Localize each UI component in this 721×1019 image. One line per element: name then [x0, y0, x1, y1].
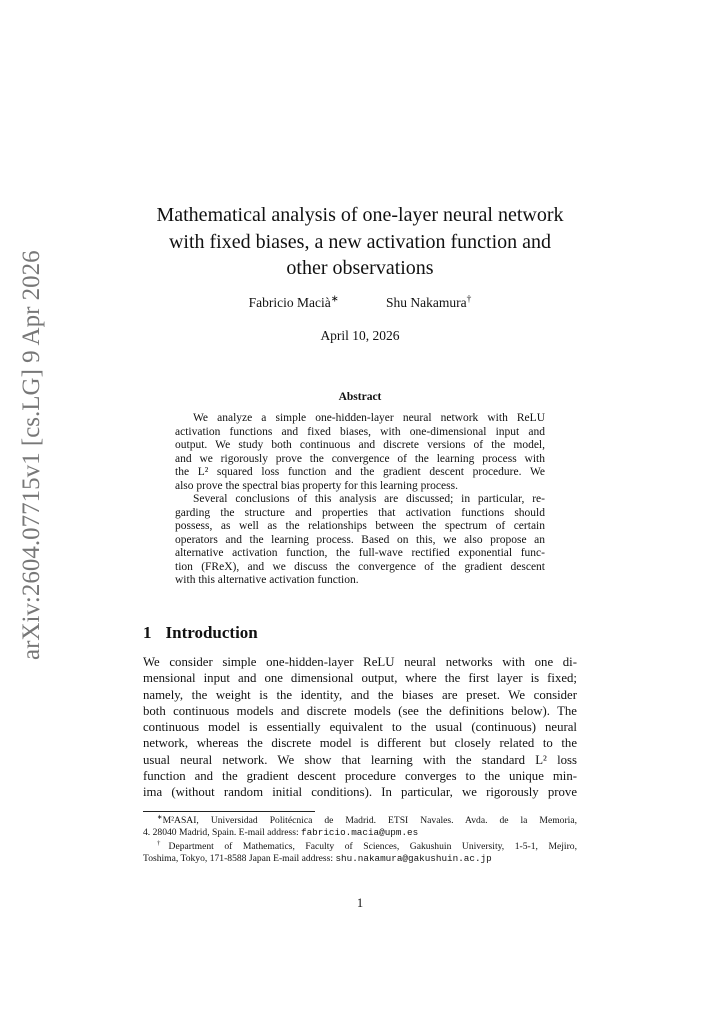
footnote-mark[interactable]: ∗ — [330, 294, 339, 305]
abstract-line: and we rigorously prove the convergence of the learning process with — [175, 452, 545, 465]
abstract-line: alternative activation function, the full-wave rectified exponential func- — [175, 547, 545, 559]
abstract-line: Several conclusions of this analysis are discussed; in particular, re- — [193, 493, 545, 505]
footnote-line — [143, 815, 577, 827]
title-line: Mathematical analysis of one-layer neural network — [156, 204, 564, 226]
author-name: Fabricio Macià — [248, 295, 331, 310]
body-line: network, whereas the discrete model is different but closely related to the — [143, 736, 577, 751]
footnote-nakamura — [143, 841, 577, 865]
intro-paragraph — [143, 654, 577, 801]
title-line: with fixed biases, a new activation function and — [168, 230, 552, 253]
footnote-line — [143, 841, 577, 853]
section-heading-introduction — [143, 623, 258, 643]
footnote-mark: † — [157, 839, 169, 847]
footnote-address: Toshima, Tokyo, 171-8588 Japan E-mail address: — [143, 853, 336, 865]
body-line: ima (without random initial conditions). In particular, we rigorously prove — [143, 785, 577, 800]
abstract-paragraph-2 — [175, 493, 545, 588]
footnote-rule — [143, 811, 315, 812]
title-line: other observations — [286, 257, 434, 279]
footnote-line — [143, 853, 577, 865]
author-list — [120, 295, 600, 311]
body-line: namely, the weight is the identity, and the biases are preset. We consider — [143, 687, 577, 702]
body-line: continuous model is essentially equivalent to the usual (continuous) neural — [143, 720, 577, 735]
body-line: mensional input and one dimensional output, where the first layer is fixed; — [143, 671, 577, 686]
abstract-line: with this alternative activation function. — [175, 574, 359, 586]
paper-title — [120, 202, 600, 282]
abstract-line: We analyze a simple one-hidden-layer neural network with ReLU — [193, 412, 545, 424]
footnote-affiliation: Department of Mathematics, Faculty of Sciences, Gakushuin University, 1-5-1, Mejiro, — [168, 841, 577, 852]
arxiv-identifier: arXiv:2604.07715v1 [cs.LG] 9 Apr 2026 — [18, 250, 45, 660]
footnote-line — [143, 827, 577, 839]
abstract-line: garding the structure and properties that activation functions should — [175, 506, 545, 519]
body-line: usual neural network. We show that learning with the standard L² loss — [143, 752, 577, 767]
footnote-address: 4. 28040 Madrid, Spain. E-mail address: — [143, 827, 302, 839]
footnote-affiliation: M²ASAI, Universidad Politécnica de Madrid. ETSI Navales. Avda. de la Memoria, — [162, 815, 577, 826]
section-title: Introduction — [165, 623, 258, 642]
abstract-line: possess, as well as the relationships between the spectrum of certain — [175, 520, 545, 532]
abstract-paragraph-1 — [175, 412, 545, 493]
abstract-line: also prove the spectral bias property for this learning process. — [175, 479, 458, 492]
abstract-line: the L² squared loss function and the gradient descent procedure. We — [175, 466, 545, 478]
abstract-line: operators and the learning process. Based on this, we also propose an — [175, 533, 545, 546]
author-name: Shu Nakamura — [386, 295, 467, 310]
footnote-mark[interactable]: † — [466, 294, 472, 305]
email-link[interactable]: fabricio.macia@upm.es — [301, 827, 419, 839]
abstract-line: activation functions and fixed biases, with one-dimensional input and — [175, 425, 545, 438]
abstract-line: output. We study both continuous and discrete versions of the model, — [175, 439, 545, 451]
body-line: We consider simple one-hidden-layer ReLU neural networks with one di- — [143, 655, 577, 669]
footnote-macia — [143, 815, 577, 839]
author-nakamura — [386, 295, 471, 310]
body-line: both continuous models and discrete models (see the definitions below). The — [143, 703, 577, 718]
email-link[interactable]: shu.nakamura@gakushuin.ac.jp — [335, 853, 492, 865]
page-number: 1 — [356, 896, 364, 910]
footnote-mark: ∗ — [157, 813, 163, 821]
abstract-heading: Abstract — [338, 391, 382, 403]
section-number: 1 — [143, 623, 152, 642]
body-line: function and the gradient descent procedure converges to the unique min- — [143, 769, 577, 784]
author-macia — [249, 295, 339, 310]
abstract-line: tion (FReX), and we discuss the convergence of the gradient descent — [175, 560, 545, 573]
paper-date: April 10, 2026 — [320, 328, 400, 343]
